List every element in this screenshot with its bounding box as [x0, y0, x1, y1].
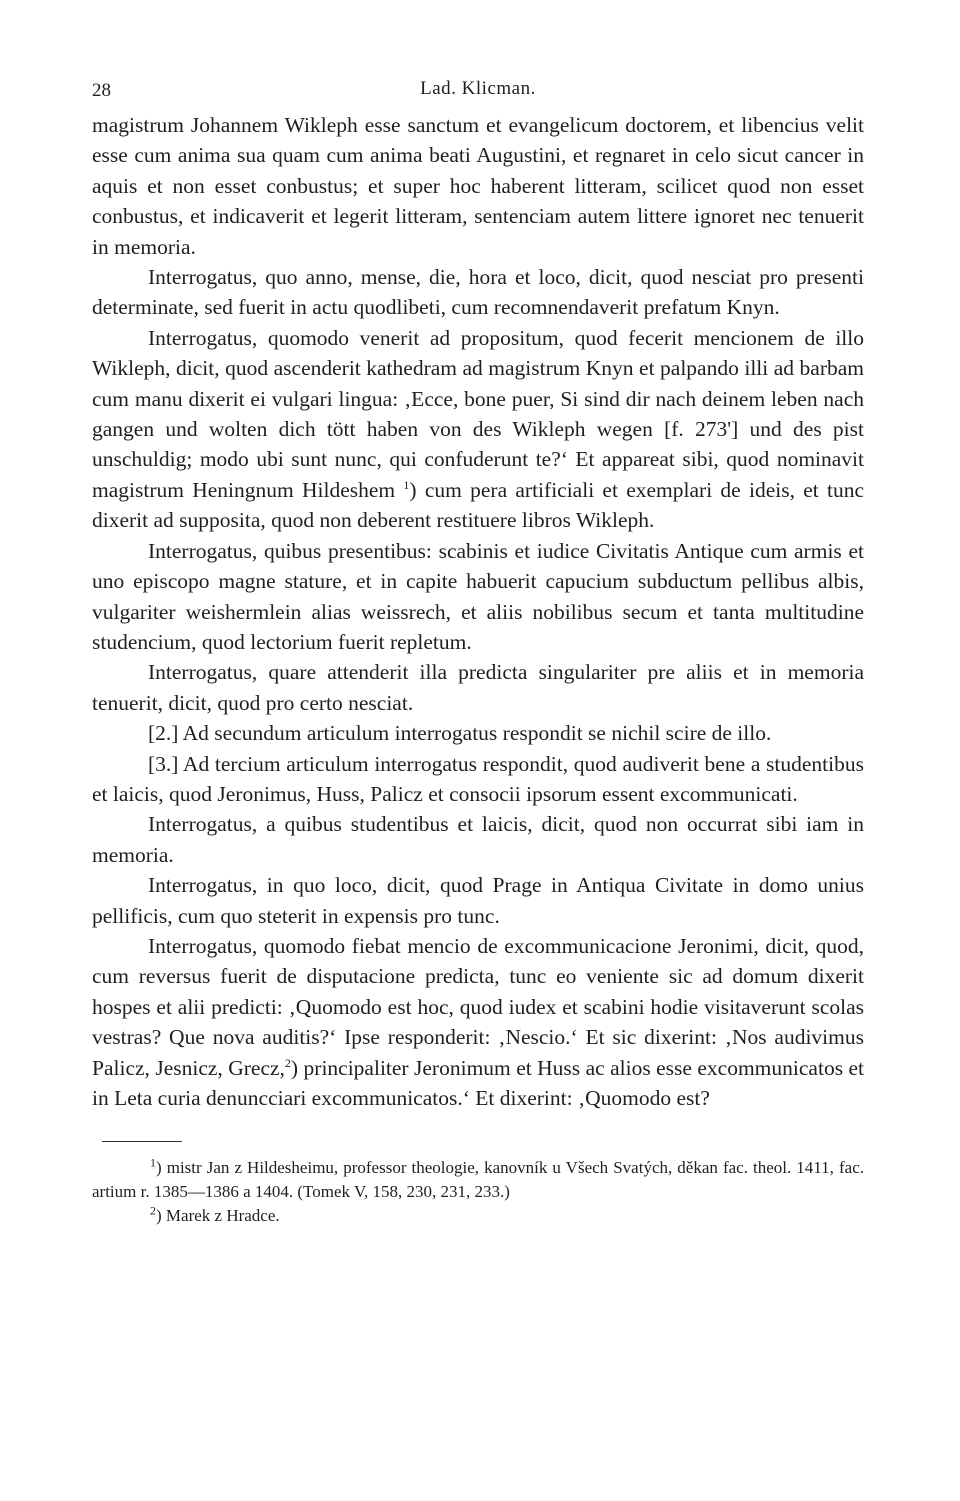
footnote-divider: [102, 1141, 182, 1142]
footnote: [92, 1204, 864, 1228]
paragraph: Interrogatus, a quibus studentibus et laicis, dicit, quod non occurrat sibi iam in memoria.: [92, 812, 864, 867]
footnote-number: 2: [150, 1203, 156, 1218]
paragraph-continued: magistrum Johannem Wikleph esse sanctum et evangelicum doctorem, et libencius velit esse cum anima sua quam cum anima beati Augustini, et regnaret in celo sicut cancer in aquis et non esset conbustus; et super hoc haberent litteram, scilicet quod non esset conbustus, et indicaverit et legerit litteram, sentenciam autem littere ignoret nec tenuerit in memoria.: [92, 113, 864, 259]
paragraph: Interrogatus, quare attenderit illa predicta singulariter pre aliis et in memoria tenuerit, dicit, quod pro certo nesciat.: [92, 660, 864, 715]
body-text: [92, 110, 864, 1113]
paragraph: Interrogatus, quibus presentibus: scabinis et iudice Civitatis Antique cum armis et uno episcopo magne stature, et in capite habuerit capucium subductum pellibus albis, vulgariter weishermlein alias weissrech, et aliis nobilibus secum et tanta multitudine studencium, quod lectorium fuerit repletum.: [92, 538, 864, 654]
paragraph: [3.] Ad tercium articulum interrogatus respondit, quod audiverit bene a studentibus et laicis, quod Jeronimus, Huss, Palicz et consocii ipsorum essent excommunicati.: [92, 751, 864, 806]
paragraph: Interrogatus, in quo loco, dicit, quod Prage in Antiqua Civitate in domo unius pellificis, cum quo steterit in expensis pro tunc.: [92, 873, 864, 928]
footnote-ref-paren: ): [409, 477, 417, 502]
page-header: [92, 0, 864, 110]
footnote-mark: 2: [284, 1055, 291, 1070]
paragraph-text: Interrogatus, quomodo venerit ad propositum, quod fecerit mencionem de illo Wikleph, dicit, quod ascenderit kathedram ad magistrum Knyn et palpando illi ad barbam cum manu dixerit ei vulgari lingua: ‚Ecce, bone puer, Si sind dir nach deinem leben nach gangen und wolten dich tött haben von des Wikleph wegen [f. 273'] und des pist unschuldig; modo ubi sunt nunc, qui confuderunt te?‘ Et appareat sibi, quod nominavit magistrum Heningnum Hildeshem: [92, 325, 864, 502]
footnote-mark: 1: [403, 477, 410, 492]
footnote-ref-paren: ): [290, 1055, 299, 1080]
paragraph-text: cum pera artificiali et exemplari de ideis, et tunc dixerit ad supposita, quod non deberent restituere libros Wikleph.: [92, 477, 865, 533]
footnote-text: ) mistr Jan z Hildesheimu, professor theologie, kanovník u Všech Svatých, děkan fac. theol. 1411, fac. artium r. 1385—1386 a 1404. (Tomek V, 158, 230, 231, 233.): [92, 1158, 864, 1202]
paragraph: [92, 931, 864, 1113]
footnotes: [92, 1156, 864, 1228]
footnote-number: 1: [150, 1155, 156, 1170]
footnote: [92, 1156, 864, 1204]
paragraph-text: principaliter Jeronimum et Huss ac alios esse excommunicatos et in Leta curia denuncciari excommunicatos.‘ Et dixerint: ‚Quomodo est?: [92, 1055, 865, 1110]
paragraph: Interrogatus, quo anno, mense, die, hora et loco, dicit, quod nesciat pro presenti determinate, sed fuerit in actu quodlibeti, cum recomnendaverit prefatum Knyn.: [92, 265, 864, 320]
page-number: 28: [92, 80, 111, 101]
paragraph-text: Interrogatus, quomodo fiebat mencio de excommunicacione Jeronimi, dicit, quod, cum reversus fuerit de disputacione predicta, tunc eo veniente sic ad domum dixerit hospes et alii predicti: ‚Quomodo est hoc, quod iudex et scabini hodie visitaverunt scolas vestras? Que nova auditis?‘ Ipse responderit: ‚Nescio.‘ Et sic dixerint: ‚Nos audivimus Palicz, Jesnicz, Grecz,: [92, 933, 864, 1080]
paragraph: [92, 323, 864, 536]
footnote-text: ) Marek z Hradce.: [156, 1206, 280, 1226]
paragraph: [2.] Ad secundum articulum interrogatus respondit se nichil scire de illo.: [148, 721, 772, 746]
running-head: Lad. Klicman.: [420, 78, 536, 99]
